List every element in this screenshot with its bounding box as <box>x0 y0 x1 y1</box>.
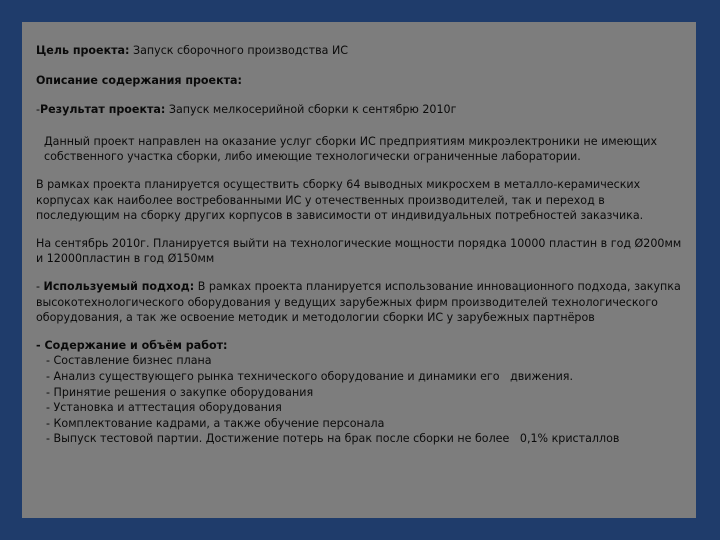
project-result <box>36 102 684 118</box>
approach-text: В рамках проекта планируется использование инновационного подхода, закупка высокотехнологического оборудования у ведущих зарубежных фирм производителей технологического оборудования, а так же освоение методик и методологии сборки ИС у зарубежных партнёров <box>36 279 685 325</box>
work-item: - Анализ существующего рынка технического оборудование и динамики его движения. <box>46 369 573 383</box>
project-result-prefix: - <box>36 103 41 117</box>
project-goal <box>36 43 684 59</box>
project-result-label: Результат проекта: <box>40 103 166 117</box>
work-item: - Принятие решения о закупке оборудования <box>46 385 314 399</box>
content-panel <box>22 22 696 518</box>
description-heading: Описание содержания проекта: <box>36 73 242 87</box>
project-goal-label: Цель проекта: <box>36 44 130 57</box>
paragraph-assembly: В рамках проекта планируется осуществить сборку 64 выводных микросхем в металло-керамических корпусах как наиболее востребованными ИС у отечественных производителей, так и переход в последующим на сборку других корпусов в зависимости от индивидуальных потребностей заказчика. <box>36 177 644 223</box>
approach-paragraph <box>36 279 684 326</box>
work-heading: - Содержание и объём работ: <box>36 338 228 352</box>
approach-label: Используемый подход: <box>43 279 195 293</box>
work-item: - Комплектование кадрами, а также обучение персонала <box>46 416 385 430</box>
approach-prefix: - <box>36 279 44 293</box>
work-item: - Выпуск тестовой партии. Достижение потерь на брак после сборки не более 0,1% кристаллов <box>46 432 620 446</box>
project-result-text: Запуск мелкосерийной сборки к сентябрю 2010г <box>165 103 457 117</box>
work-item: - Составление бизнес плана <box>46 354 212 368</box>
project-goal-text: Запуск сборочного производства ИС <box>129 44 348 57</box>
work-item: - Установка и аттестация оборудования <box>46 401 282 415</box>
paragraph-service: Данный проект направлен на оказание услуг сборки ИС предприятиям микроэлектроники не имеющих собственного участка сборки, либо имеющие технологически ограниченные лаборатории. <box>44 134 661 164</box>
paragraph-capacity: На сентябрь 2010г. Планируется выйти на технологические мощности порядка 10000 пластин в год Ø200мм и 12000пластин в год Ø150мм <box>36 236 685 266</box>
